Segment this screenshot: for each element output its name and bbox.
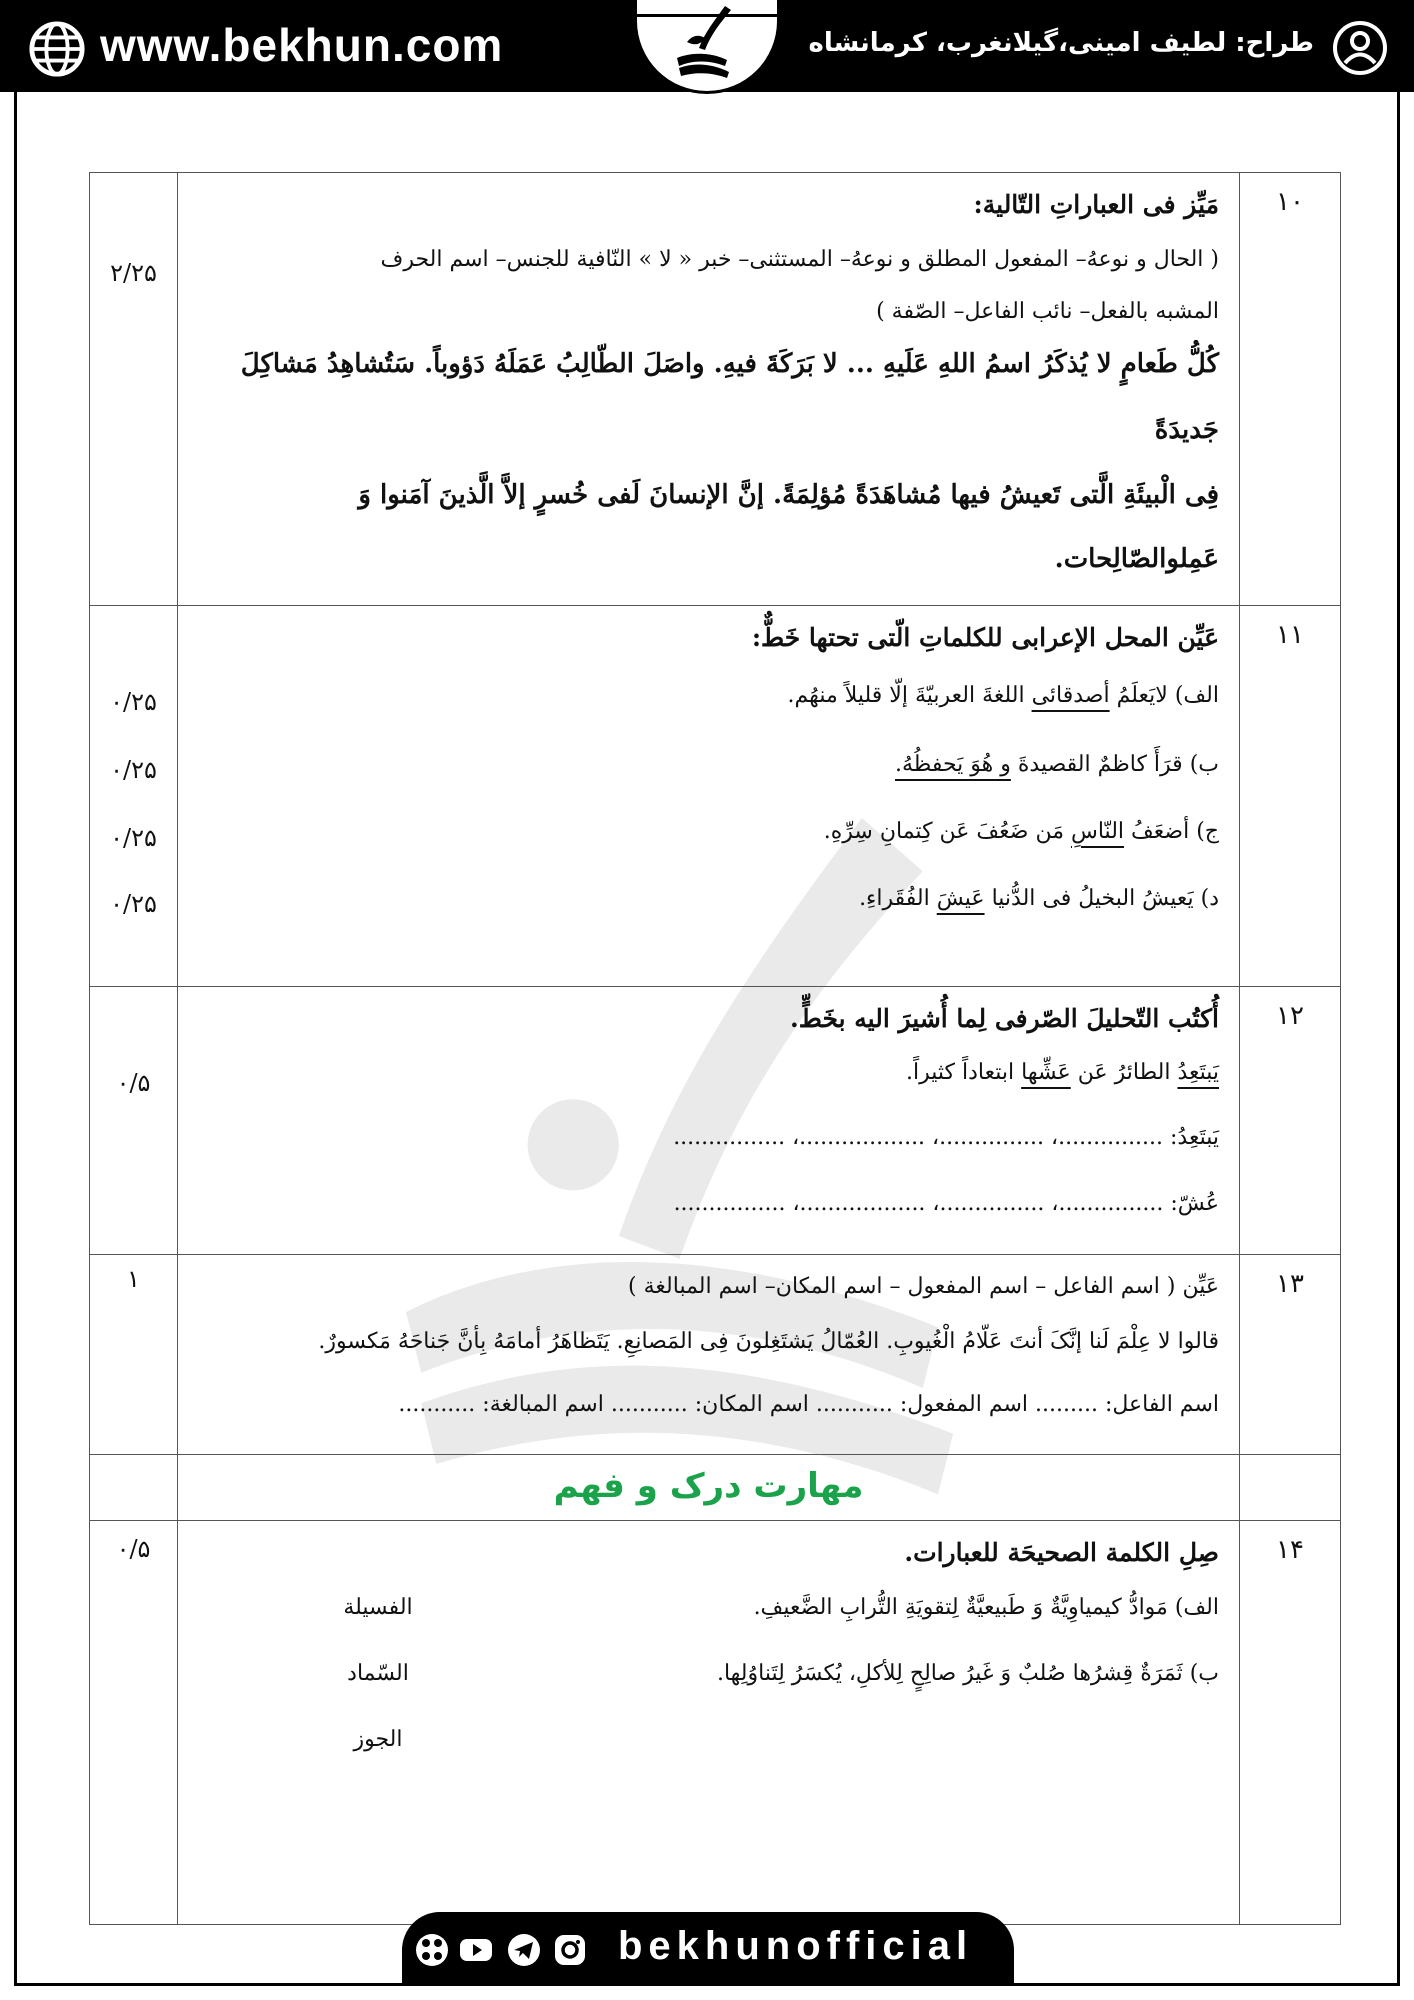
question-row-10 [90,173,1341,606]
underlined-word: عَشِّها [1021,1060,1071,1085]
underlined-word: النّاسِ [1071,819,1125,844]
list-item [198,732,1219,798]
item-label: ب) [1189,752,1219,777]
item-text: قرَأَ کاظمٌ القصیدةَ [1017,752,1183,777]
score-value: ۱ [127,1265,140,1293]
match-word[interactable]: السّماد [347,1661,409,1686]
score-value: ۰/۲۵ [110,890,157,918]
question-title: عَیِّن المحل الإعرابی للکلماتِ الّتی تحتها خَطٌّ: [751,623,1219,652]
answer-blank[interactable]: اسم الفاعل: ......... اسم المفعول: ........... اسم المکان: ........... اسم المبالغة: ........... [398,1392,1219,1417]
footer-bar [402,1912,1014,1986]
youtube-icon[interactable] [458,1932,494,1968]
question-title: أُکتُب التّحلیلَ الصّرفی لِما أُشیرَ الیه بخَطٍّ. [790,1004,1219,1033]
question-sentence [198,1041,1219,1105]
sentence-text: الطائرُ عَن [1077,1060,1171,1085]
question-sentence: کُلُّ طَعامٍ لا یُذکَرُ اسمُ اللهِ عَلَیهِ ... لا بَرَکَةَ فیهِ. واصَلَ الطّالِبُ عَمَلَهُ دَؤوباً. سَتُشاهِدُ مَشاکِلَ جَدیدَةً [240,349,1219,445]
section-title: مهارت درک و فهم [553,1466,864,1506]
question-line: ( الحال و نوعهُ– المفعول المطلق و نوعهُ– المستثنی– خبر « لا » النّافیة للجنس– اسم الحرف [380,247,1219,272]
list-item [198,866,1219,932]
match-word[interactable]: الجوز [353,1727,403,1752]
score-value: ۰/۲۵ [110,824,157,852]
match-row [198,1641,1219,1707]
question-number: ۱۰ [1240,173,1341,606]
item-text: اللغةَ العربیّةَ إلّا قلیلاً منهُم. [787,683,1025,708]
score-cell [90,987,178,1255]
answer-blank[interactable]: عُشّ: ...............، ...............، ..................، ................ [673,1191,1219,1216]
underlined-word: أصدقائی [1031,683,1110,708]
question-number: ۱۲ [1240,987,1341,1255]
question-body [178,1255,1240,1455]
empty-cell [1240,1455,1341,1521]
question-body [178,1521,1240,1925]
match-row [198,1707,1219,1773]
score-cell [90,1521,178,1925]
item-label: د) [1200,886,1219,911]
underlined-word: و هُوَ یَحفظُهُ. [895,752,1011,777]
social-handle[interactable]: bekhunofficial [618,1924,974,1968]
question-body [178,606,1240,987]
question-title: مَیِّز فی العباراتِ التّالیة: [973,190,1219,219]
sentence-text: ابتعاداً کثیراً. [906,1060,1015,1085]
item-label: ج) [1196,819,1219,844]
match-text: الف) مَوادُّ کیمیاوِیَّةٌ وَ طَبیعیَّةٌ لِتقویَةِ التُّرابِ الضَّعیفِ. [753,1595,1219,1620]
item-text: أضعَفُ [1131,819,1190,844]
match-text: ب) ثَمَرَةٌ قِشرُها صُلبٌ وَ غَیرُ صالِحٍ لِلأکلِ، یُکسَرُ لِتَناوُلِها. [716,1661,1219,1686]
item-text: مَن ضَعُفَ عَن کِتمانِ سِرِّهِ. [823,819,1064,844]
underlined-word: یَبتَعِدُ [1177,1060,1219,1085]
answer-blank[interactable]: یَبتَعِدُ: ...............، ...............، ..................، ................ [673,1125,1219,1150]
exam-table [89,172,1341,1925]
item-text: الفُقَراءِ. [859,886,930,911]
score-value: ۰/۲۵ [110,756,157,784]
question-row-12 [90,987,1341,1255]
question-title: صِلِ الکلمة الصحیحَة للعبارات. [904,1538,1219,1567]
question-number: ۱۳ [1240,1255,1341,1455]
item-text: یَعیشُ البخیلُ فی الدُّنیا [991,886,1194,911]
score-cell [90,1255,178,1455]
empty-cell [90,1455,178,1521]
question-row-13 [90,1255,1341,1455]
question-body [178,987,1240,1255]
question-body [178,173,1240,606]
match-row [198,1575,1219,1641]
question-title: عَیِّن ( اسم الفاعل – اسم المفعول – اسم المکان– اسم المبالغة ) [628,1274,1219,1299]
score-value: ۰/۵ [116,1535,151,1563]
designer-credit: طراح: لطیف امینی،گیلانغرب، کرمانشاه [808,28,1314,58]
score-value: ۰/۲۵ [110,688,157,716]
question-number: ۱۴ [1240,1521,1341,1925]
website-link[interactable]: www.bekhun.com [100,19,504,71]
aparat-icon[interactable] [414,1932,450,1968]
match-word[interactable]: الفسیلة [343,1595,413,1620]
section-title-cell [178,1455,1240,1521]
list-item [198,660,1219,732]
telegram-icon[interactable] [506,1932,542,1968]
list-item [198,798,1219,866]
question-row-11 [90,606,1341,987]
section-row [90,1455,1341,1521]
score-value: ۲/۲۵ [110,259,157,287]
instagram-icon[interactable] [552,1932,588,1968]
score-cell [90,173,178,606]
question-sentence: قالوا لا عِلْمَ لَنا إنَّکَ أنتَ عَلّامُ الْغُیوبِ. العُمّالُ یَشتَغِلونَ فِی المَصانِعِ. یَتَظاهَرُ أمامَهُ بِأنَّ جَناحَهُ مَکسورٌ. [318,1329,1219,1354]
score-value: ۰/۵ [116,1069,151,1097]
question-row-14 [90,1521,1341,1925]
question-sentence: فِی الْبیئَةِ الَّتی تَعیشُ فیها مُشاهَدَةً مُؤلِمَةً. إنَّ الإنسانَ لَفی خُسرٍ إلاَّ الَّذینَ آمَنوا وَ عَمِلوالصّالِحات. [358,480,1219,574]
question-number: ۱۱ [1240,606,1341,987]
item-text: لایَعلَمُ [1116,683,1168,708]
item-label: الف) [1174,683,1219,708]
question-line: المشبه بالفعل– نائب الفاعل– الصّفة ) [876,299,1219,324]
underlined-word: عَیشَ [936,886,985,911]
score-cell [90,606,178,987]
